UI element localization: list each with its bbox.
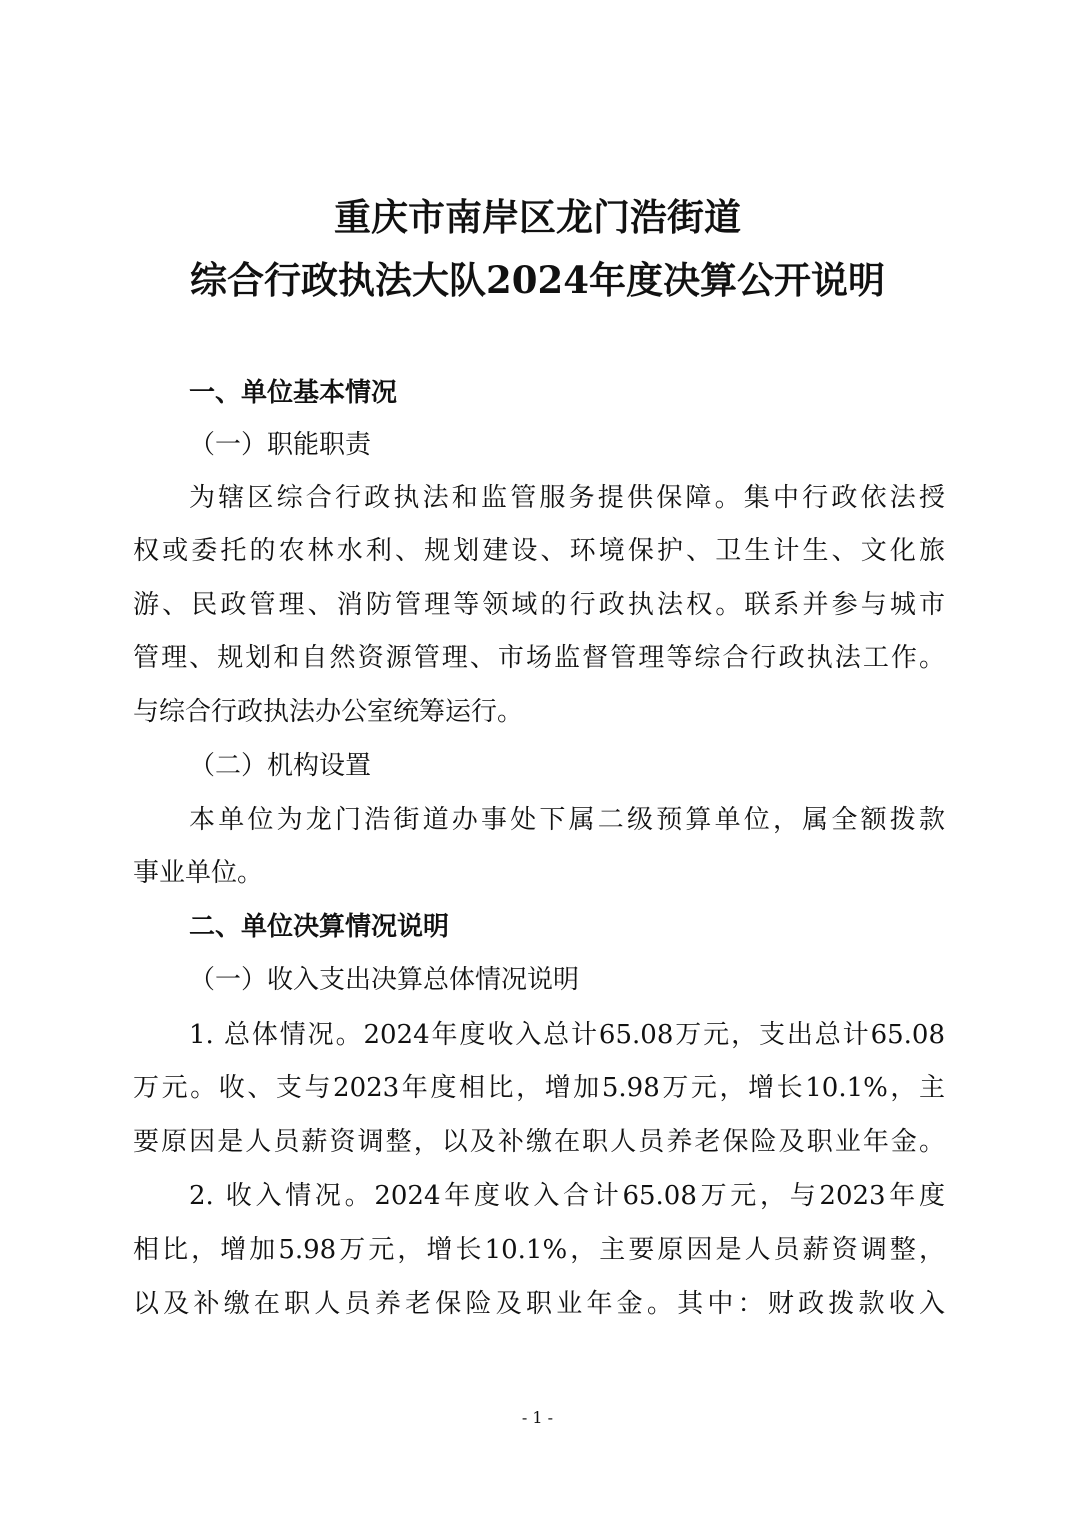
paragraph-line: 要原因是人员薪资调整，以及补缴在职人员养老保险及职业年金。: [133, 1127, 945, 1157]
page-number: - 1 -: [521, 1408, 554, 1427]
subsection-heading: （一）收入支出决算总体情况说明: [189, 965, 580, 995]
paragraph-line: 相比，增加5.98万元，增长10.1%，主要原因是人员薪资调整，: [133, 1235, 945, 1265]
paragraph-line: 事业单位。: [133, 858, 264, 888]
paragraph-line: 万元。收、支与2023年度相比，增加5.98万元，增长10.1%，主: [133, 1073, 945, 1103]
paragraph-line: 管理、规划和自然资源管理、市场监督管理等综合行政执法工作。: [133, 643, 945, 673]
paragraph-line: 与综合行政执法办公室统筹运行。: [133, 697, 524, 727]
paragraph-line: 2. 收入情况。2024年度收入合计65.08万元，与2023年度: [189, 1181, 945, 1211]
paragraph-line: 以及补缴在职人员养老保险及职业年金。其中：财政拨款收入: [133, 1289, 945, 1319]
subsection-heading: （二）机构设置: [189, 751, 372, 781]
title-line-1: 重庆市南岸区龙门浩街道: [334, 195, 741, 239]
paragraph-line: 本单位为龙门浩街道办事处下属二级预算单位，属全额拨款: [189, 805, 945, 835]
paragraph-line: 为辖区综合行政执法和监管服务提供保障。集中行政依法授: [189, 483, 945, 513]
subsection-heading: （一）职能职责: [189, 430, 372, 460]
paragraph-line: 1. 总体情况。2024年度收入总计65.08万元，支出总计65.08: [189, 1020, 945, 1050]
title-line-2: 综合行政执法大队2024年度决算公开说明: [190, 258, 885, 302]
section-heading: 二、单位决算情况说明: [189, 912, 450, 942]
paragraph-line: 游、民政管理、消防管理等领域的行政执法权。联系并参与城市: [133, 590, 945, 620]
paragraph-line: 权或委托的农林水利、规划建设、环境保护、卫生计生、文化旅: [133, 536, 945, 566]
section-heading: 一、单位基本情况: [189, 378, 398, 408]
